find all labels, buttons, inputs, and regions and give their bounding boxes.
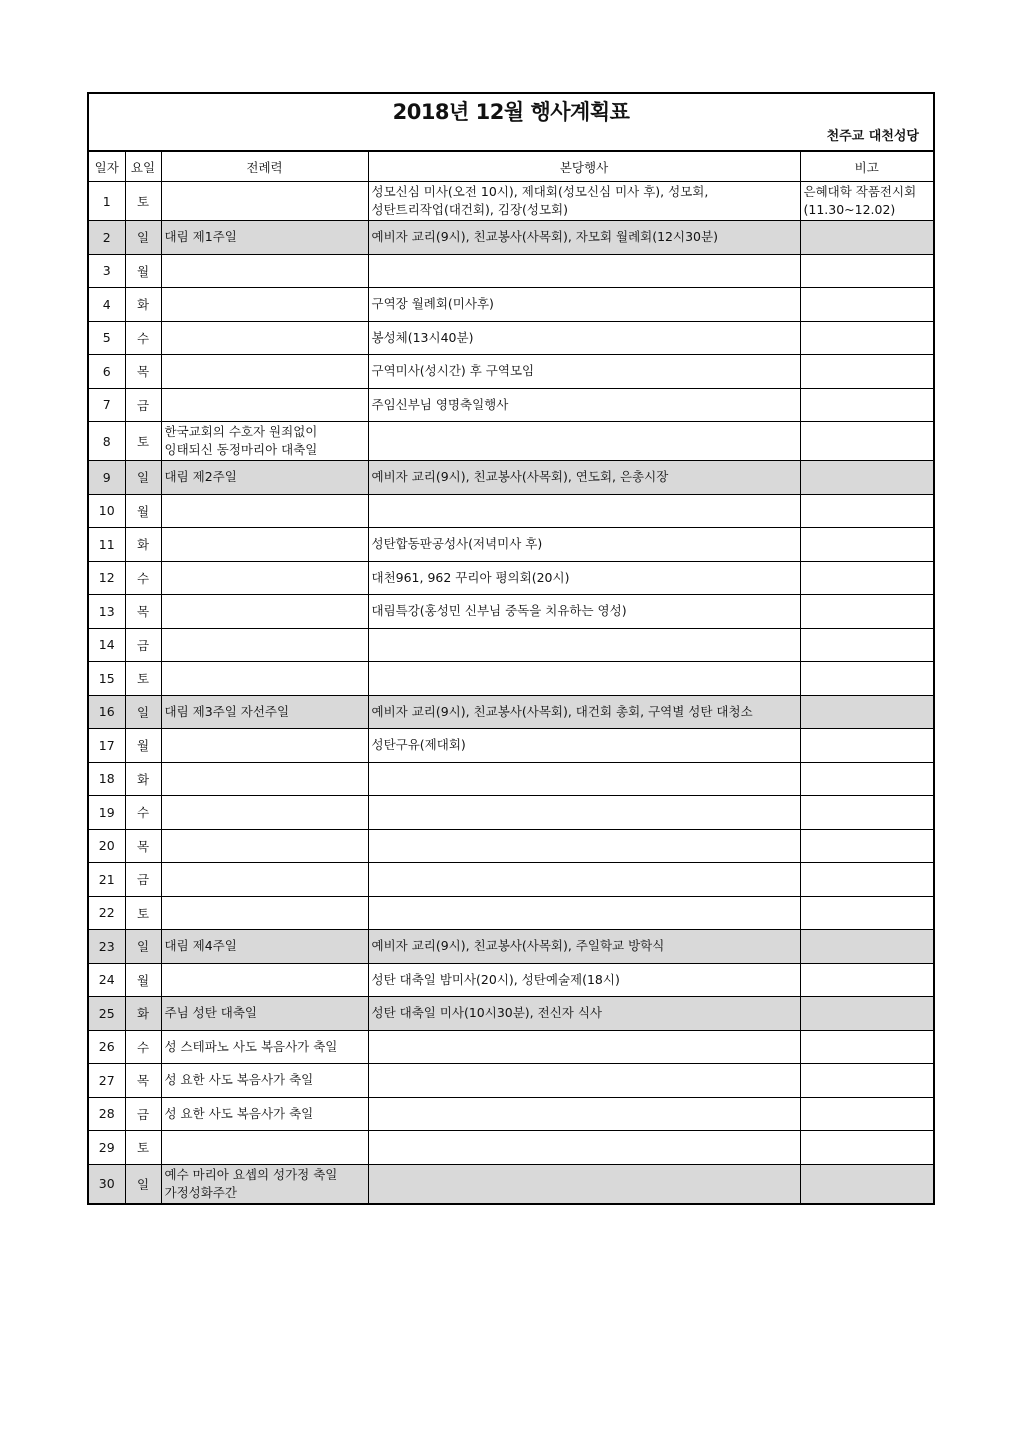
notes-cell-line: (11.30~12.02) — [803, 202, 896, 217]
liturgy-cell: 대림 제1주일 — [161, 221, 368, 255]
events-cell — [368, 796, 800, 830]
notes-cell — [800, 388, 933, 422]
weekday-cell: 월 — [125, 254, 161, 288]
weekday-cell: 금 — [125, 863, 161, 897]
events-cell: 예비자 교리(9시), 친교봉사(사목회), 자모회 월례회(12시30분) — [368, 221, 800, 255]
liturgy-cell — [161, 422, 368, 461]
table-row — [89, 963, 933, 997]
day-cell: 12 — [89, 561, 125, 595]
day-cell: 8 — [89, 422, 125, 461]
liturgy-cell — [161, 561, 368, 595]
notes-cell — [800, 997, 933, 1031]
weekday-cell: 금 — [125, 388, 161, 422]
events-cell — [368, 422, 800, 461]
day-cell: 25 — [89, 997, 125, 1031]
weekday-cell: 화 — [125, 528, 161, 562]
table-row — [89, 182, 933, 221]
events-cell: 성탄 대축일 밤미사(20시), 성탄예술제(18시) — [368, 963, 800, 997]
events-cell — [368, 1164, 800, 1203]
notes-cell-line: 은혜대학 작품전시회 — [803, 183, 917, 199]
weekday-cell: 화 — [125, 762, 161, 796]
day-cell: 13 — [89, 595, 125, 629]
liturgy-cell — [161, 662, 368, 696]
weekday-cell: 수 — [125, 321, 161, 355]
liturgy-cell-line: 잉태되신 동정마리아 대축일 — [164, 442, 318, 457]
events-cell: 구역장 월례회(미사후) — [368, 288, 800, 322]
weekday-cell: 월 — [125, 729, 161, 763]
liturgy-cell — [161, 355, 368, 389]
events-cell: 성탄구유(제대회) — [368, 729, 800, 763]
day-cell: 11 — [89, 528, 125, 562]
notes-cell — [800, 1131, 933, 1165]
notes-cell — [800, 288, 933, 322]
day-cell: 29 — [89, 1131, 125, 1165]
weekday-cell: 목 — [125, 829, 161, 863]
table-header-row — [89, 152, 933, 182]
liturgy-cell — [161, 254, 368, 288]
events-cell — [368, 662, 800, 696]
day-cell: 2 — [89, 221, 125, 255]
notes-cell — [800, 595, 933, 629]
day-cell: 7 — [89, 388, 125, 422]
table-row — [89, 930, 933, 964]
weekday-cell: 월 — [125, 963, 161, 997]
day-cell: 16 — [89, 695, 125, 729]
header-day: 일자 — [89, 152, 125, 182]
events-cell — [368, 254, 800, 288]
weekday-cell: 토 — [125, 662, 161, 696]
events-cell: 주임신부님 영명축일행사 — [368, 388, 800, 422]
notes-cell — [800, 695, 933, 729]
liturgy-cell — [161, 628, 368, 662]
notes-cell — [800, 254, 933, 288]
notes-cell — [800, 1030, 933, 1064]
day-cell: 19 — [89, 796, 125, 830]
liturgy-cell — [161, 595, 368, 629]
day-cell: 20 — [89, 829, 125, 863]
weekday-cell: 토 — [125, 182, 161, 221]
weekday-cell: 토 — [125, 422, 161, 461]
notes-cell — [800, 494, 933, 528]
table-row — [89, 1030, 933, 1064]
day-cell: 15 — [89, 662, 125, 696]
liturgy-cell: 대림 제2주일 — [161, 461, 368, 495]
liturgy-cell — [161, 762, 368, 796]
liturgy-cell — [161, 1131, 368, 1165]
notes-cell — [800, 729, 933, 763]
liturgy-cell — [161, 963, 368, 997]
notes-cell — [800, 762, 933, 796]
weekday-cell: 일 — [125, 1164, 161, 1203]
day-cell: 22 — [89, 896, 125, 930]
notes-cell — [800, 355, 933, 389]
schedule-table — [89, 151, 933, 1203]
events-cell — [368, 1064, 800, 1098]
day-cell: 6 — [89, 355, 125, 389]
table-row — [89, 1097, 933, 1131]
day-cell: 4 — [89, 288, 125, 322]
table-row — [89, 1164, 933, 1203]
day-cell: 14 — [89, 628, 125, 662]
header-events: 본당행사 — [368, 152, 800, 182]
notes-cell — [800, 1164, 933, 1203]
table-row — [89, 528, 933, 562]
events-cell — [368, 829, 800, 863]
events-cell: 예비자 교리(9시), 친교봉사(사목회), 연도회, 은총시장 — [368, 461, 800, 495]
day-cell: 5 — [89, 321, 125, 355]
notes-cell — [800, 422, 933, 461]
table-row — [89, 997, 933, 1031]
events-cell: 대천961, 962 꾸리아 평의회(20시) — [368, 561, 800, 595]
liturgy-cell — [161, 863, 368, 897]
table-row — [89, 494, 933, 528]
header-weekday: 요일 — [125, 152, 161, 182]
day-cell: 24 — [89, 963, 125, 997]
events-cell — [368, 628, 800, 662]
table-row — [89, 1064, 933, 1098]
table-row — [89, 561, 933, 595]
weekday-cell: 일 — [125, 930, 161, 964]
notes-cell — [800, 628, 933, 662]
schedule-sheet — [87, 92, 935, 1205]
notes-cell — [800, 1064, 933, 1098]
notes-cell — [800, 829, 933, 863]
notes-cell — [800, 528, 933, 562]
events-cell — [368, 762, 800, 796]
weekday-cell: 월 — [125, 494, 161, 528]
liturgy-cell — [161, 494, 368, 528]
liturgy-cell — [161, 796, 368, 830]
document-title: 2018년 12월 행사계획표 — [392, 100, 630, 124]
notes-cell — [800, 182, 933, 221]
table-row — [89, 461, 933, 495]
liturgy-cell — [161, 182, 368, 221]
liturgy-cell: 대림 제3주일 자선주일 — [161, 695, 368, 729]
table-row — [89, 695, 933, 729]
liturgy-cell-line: 한국교회의 수호자 원죄없이 — [164, 423, 318, 439]
weekday-cell: 수 — [125, 796, 161, 830]
day-cell: 26 — [89, 1030, 125, 1064]
day-cell: 1 — [89, 182, 125, 221]
header-liturgy: 전례력 — [161, 152, 368, 182]
events-cell: 예비자 교리(9시), 친교봉사(사목회), 대건회 총회, 구역별 성탄 대청소 — [368, 695, 800, 729]
table-row — [89, 355, 933, 389]
table-row — [89, 896, 933, 930]
liturgy-cell — [161, 288, 368, 322]
liturgy-cell — [161, 896, 368, 930]
weekday-cell: 일 — [125, 461, 161, 495]
events-cell: 성탄합동판공성사(저녁미사 후) — [368, 528, 800, 562]
table-row — [89, 254, 933, 288]
table-row — [89, 729, 933, 763]
weekday-cell: 일 — [125, 695, 161, 729]
weekday-cell: 목 — [125, 355, 161, 389]
events-cell — [368, 863, 800, 897]
table-row — [89, 422, 933, 461]
events-cell — [368, 1030, 800, 1064]
table-row — [89, 796, 933, 830]
liturgy-cell — [161, 829, 368, 863]
title-block — [89, 94, 933, 151]
table-row — [89, 762, 933, 796]
notes-cell — [800, 863, 933, 897]
organization-name: 천주교 대천성당 — [826, 129, 919, 144]
events-cell-line: 성탄트리작업(대건회), 김장(성모회) — [371, 202, 569, 217]
weekday-cell: 화 — [125, 997, 161, 1031]
table-row — [89, 863, 933, 897]
events-cell — [368, 896, 800, 930]
events-cell — [368, 182, 800, 221]
notes-cell — [800, 896, 933, 930]
events-cell: 대림특강(홍성민 신부님 중독을 치유하는 영성) — [368, 595, 800, 629]
notes-cell — [800, 930, 933, 964]
table-row — [89, 1131, 933, 1165]
liturgy-cell — [161, 321, 368, 355]
table-row — [89, 388, 933, 422]
table-row — [89, 288, 933, 322]
events-cell: 예비자 교리(9시), 친교봉사(사목회), 주일학교 방학식 — [368, 930, 800, 964]
day-cell: 27 — [89, 1064, 125, 1098]
table-row — [89, 321, 933, 355]
notes-cell — [800, 662, 933, 696]
notes-cell — [800, 321, 933, 355]
day-cell: 28 — [89, 1097, 125, 1131]
day-cell: 23 — [89, 930, 125, 964]
table-row — [89, 662, 933, 696]
table-row — [89, 595, 933, 629]
weekday-cell: 토 — [125, 1131, 161, 1165]
liturgy-cell: 성 요한 사도 복음사가 축일 — [161, 1097, 368, 1131]
notes-cell — [800, 461, 933, 495]
day-cell: 3 — [89, 254, 125, 288]
weekday-cell: 수 — [125, 1030, 161, 1064]
events-cell — [368, 494, 800, 528]
events-cell-line: 성모신심 미사(오전 10시), 제대회(성모신심 미사 후), 성모회, — [371, 183, 709, 199]
notes-cell — [800, 796, 933, 830]
liturgy-cell: 성 스테파노 사도 복음사가 축일 — [161, 1030, 368, 1064]
weekday-cell: 일 — [125, 221, 161, 255]
notes-cell — [800, 963, 933, 997]
weekday-cell: 금 — [125, 628, 161, 662]
day-cell: 21 — [89, 863, 125, 897]
notes-cell — [800, 561, 933, 595]
liturgy-cell — [161, 528, 368, 562]
notes-cell — [800, 221, 933, 255]
events-cell: 봉성체(13시40분) — [368, 321, 800, 355]
liturgy-cell: 대림 제4주일 — [161, 930, 368, 964]
weekday-cell: 금 — [125, 1097, 161, 1131]
events-cell — [368, 1097, 800, 1131]
weekday-cell: 목 — [125, 1064, 161, 1098]
day-cell: 10 — [89, 494, 125, 528]
liturgy-cell — [161, 388, 368, 422]
liturgy-cell: 주님 성탄 대축일 — [161, 997, 368, 1031]
liturgy-cell-line: 가정성화주간 — [164, 1184, 237, 1200]
liturgy-cell — [161, 1164, 368, 1203]
day-cell: 9 — [89, 461, 125, 495]
events-cell: 구역미사(성시간) 후 구역모임 — [368, 355, 800, 389]
table-row — [89, 829, 933, 863]
liturgy-cell: 성 요한 사도 복음사가 축일 — [161, 1064, 368, 1098]
table-row — [89, 628, 933, 662]
weekday-cell: 화 — [125, 288, 161, 322]
weekday-cell: 수 — [125, 561, 161, 595]
weekday-cell: 목 — [125, 595, 161, 629]
notes-cell — [800, 1097, 933, 1131]
events-cell: 성탄 대축일 미사(10시30분), 전신자 식사 — [368, 997, 800, 1031]
day-cell: 30 — [89, 1164, 125, 1203]
table-row — [89, 221, 933, 255]
day-cell: 18 — [89, 762, 125, 796]
liturgy-cell-line: 예수 마리아 요셉의 성가정 축일 — [164, 1166, 338, 1182]
day-cell: 17 — [89, 729, 125, 763]
header-notes: 비고 — [800, 152, 933, 182]
liturgy-cell — [161, 729, 368, 763]
events-cell — [368, 1131, 800, 1165]
weekday-cell: 토 — [125, 896, 161, 930]
